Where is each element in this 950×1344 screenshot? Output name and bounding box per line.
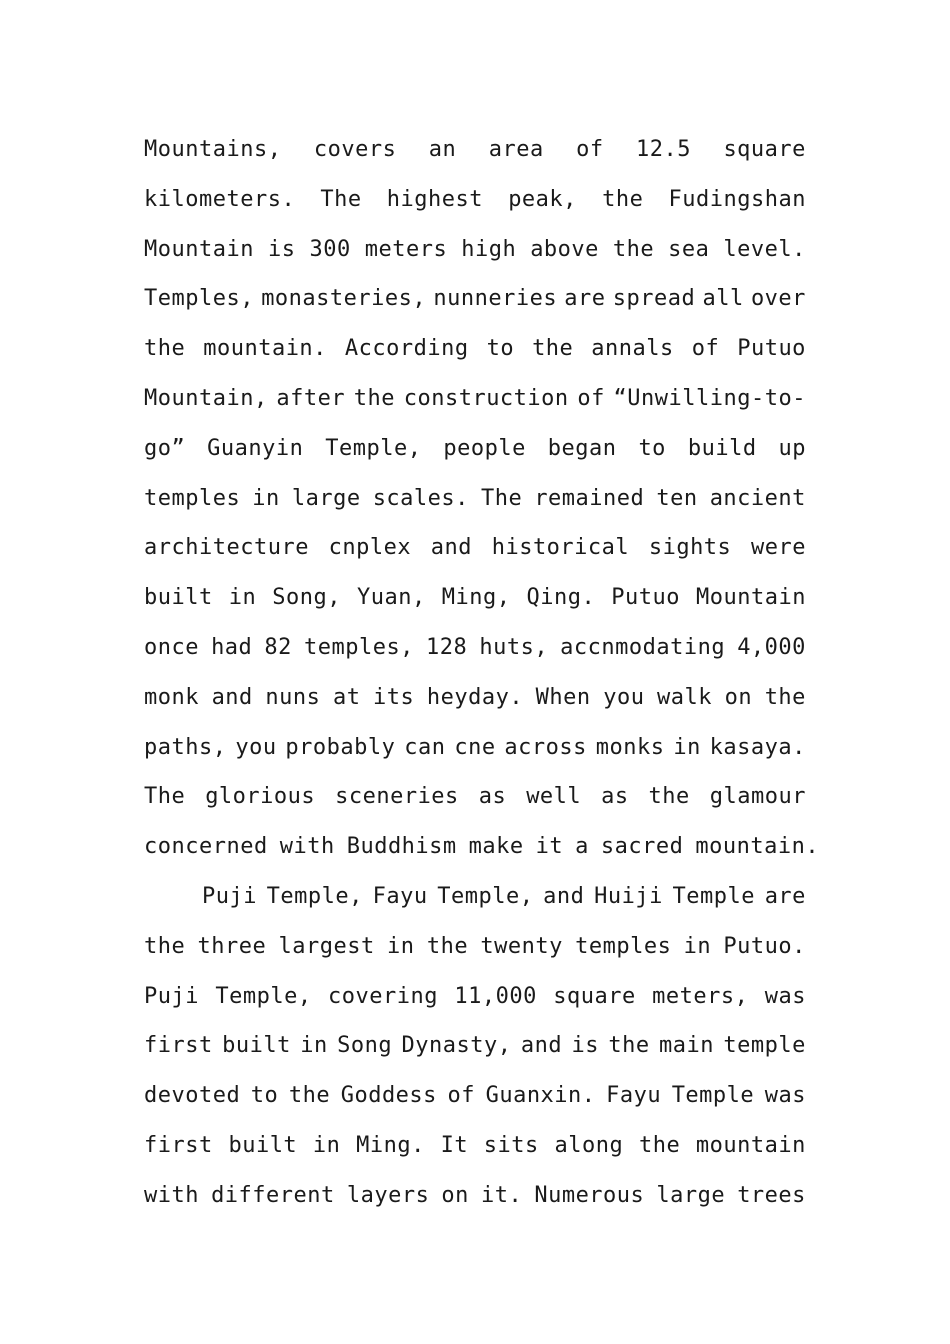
text-line: first built in Song Dynasty, and is the main temple: [144, 1033, 806, 1059]
text-line: first built in Ming. It sits along the mountain: [144, 1132, 806, 1158]
text-line: Mountains, covers an area of 12.5 square: [144, 137, 806, 162]
text-line: The glorious sceneries as well as the glamour: [144, 784, 806, 810]
body-text: [144, 125, 820, 1221]
text-line: the mountain. According to the annals of Putuo: [144, 336, 806, 362]
text-line: temples in large scales. The remained ten ancient: [144, 485, 806, 511]
text-line: Puji Temple, covering 11,000 square meters, was: [144, 983, 806, 1009]
text-line: go” Guanyin Temple, people began to build up: [144, 435, 806, 461]
text-line: Temples, monasteries, nunneries are spread all over: [144, 286, 806, 312]
text-line: devoted to the Goddess of Guanxin. Fayu Temple was: [144, 1083, 806, 1109]
text-line: once had 82 temples, 128 huts, accnmodating 4,000: [144, 634, 806, 660]
text-line: the three largest in the twenty temples in Putuo.: [144, 933, 806, 959]
text-line: built in Song, Yuan, Ming, Qing. Putuo Mountain: [144, 585, 806, 611]
text-line: with different layers on it. Numerous large trees: [144, 1182, 806, 1208]
text-line: kilometers. The highest peak, the Fudingshan: [144, 186, 806, 212]
text-line: Puji Temple, Fayu Temple, and Huiji Temple are: [202, 883, 806, 909]
text-line: architecture cnplex and historical sights were: [144, 535, 806, 561]
text-line: Mountain is 300 meters high above the sea level.: [144, 236, 806, 262]
text-line: concerned with Buddhism make it a sacred mountain.: [144, 834, 820, 860]
text-line: monk and nuns at its heyday. When you walk on the: [144, 684, 806, 710]
text-line: paths, you probably can cne across monks in kasaya.: [144, 734, 806, 760]
text-line: Mountain, after the construction of “Unwilling-to-: [144, 385, 806, 411]
